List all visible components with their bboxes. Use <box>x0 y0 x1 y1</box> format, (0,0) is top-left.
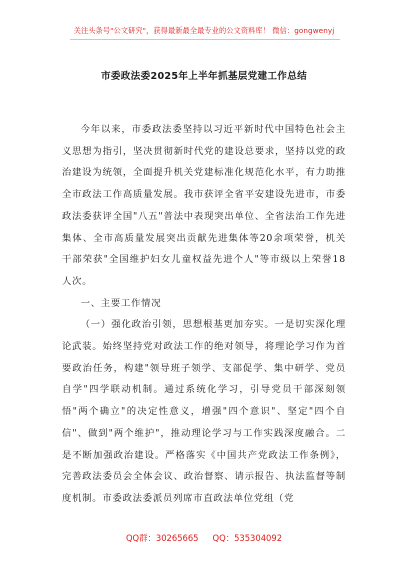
footer-contact <box>0 532 408 544</box>
header-divider <box>70 39 340 40</box>
paragraph-political-guidance: （一）强化政治引领，思想根基更加夯实。一是切实深化理论武装。始终坚持党对政法工作的绝对领导，将理论学习作为首要政治任务，构建"领导班子领学、支部促学、集中研学、党员自学"四学联动机制。通过系统化学习，引导党员干部深刻领悟"两个确立"的决定性意义，增强"四个意识"、坚定"四个自信"、做到"两个维护"，推动理论学习与工作实践深度融合。二是不断加强政治建设。严格落实《中国共产党政法工作条例》，完善政法委员会全体会议、政治督察、请示报告、执法监督等制度机制。市委政法委派员列席市直政法单位党组（党 <box>62 319 346 504</box>
document-title: 市委政法委2025年上半年抓基层党建工作总结 <box>101 71 307 82</box>
section-heading: 一、主要工作情况 <box>80 297 162 309</box>
footer-qq: QQ：535304092 <box>212 533 283 543</box>
header-banner: 关注头条号"公文研究"，获得最新最全最专业的公文资料库！ 微信：gongwenyj <box>73 26 335 35</box>
paragraph-intro: 今年以来，市委政法委坚持以习近平新时代中国特色社会主义思想为指引，坚决贯彻新时代党的建设总要求，坚持以党的政治建设为统领，全面提升机关党建标准化规范化水平，有力助推全市政法工作高质量发展。我市获评全省平安建设先进市，市委政法委获评全国"八五"普法中表现突出单位、全省法治工作先进集体、全市高质量发展突出贡献先进集体等20余项荣誉，机关干部荣获"全国维护妇女儿童权益先进个人"等市级以上荣誉18人次。 <box>62 124 346 287</box>
footer-qq-group: QQ群：30265665 <box>125 533 199 543</box>
document-body <box>62 119 346 510</box>
